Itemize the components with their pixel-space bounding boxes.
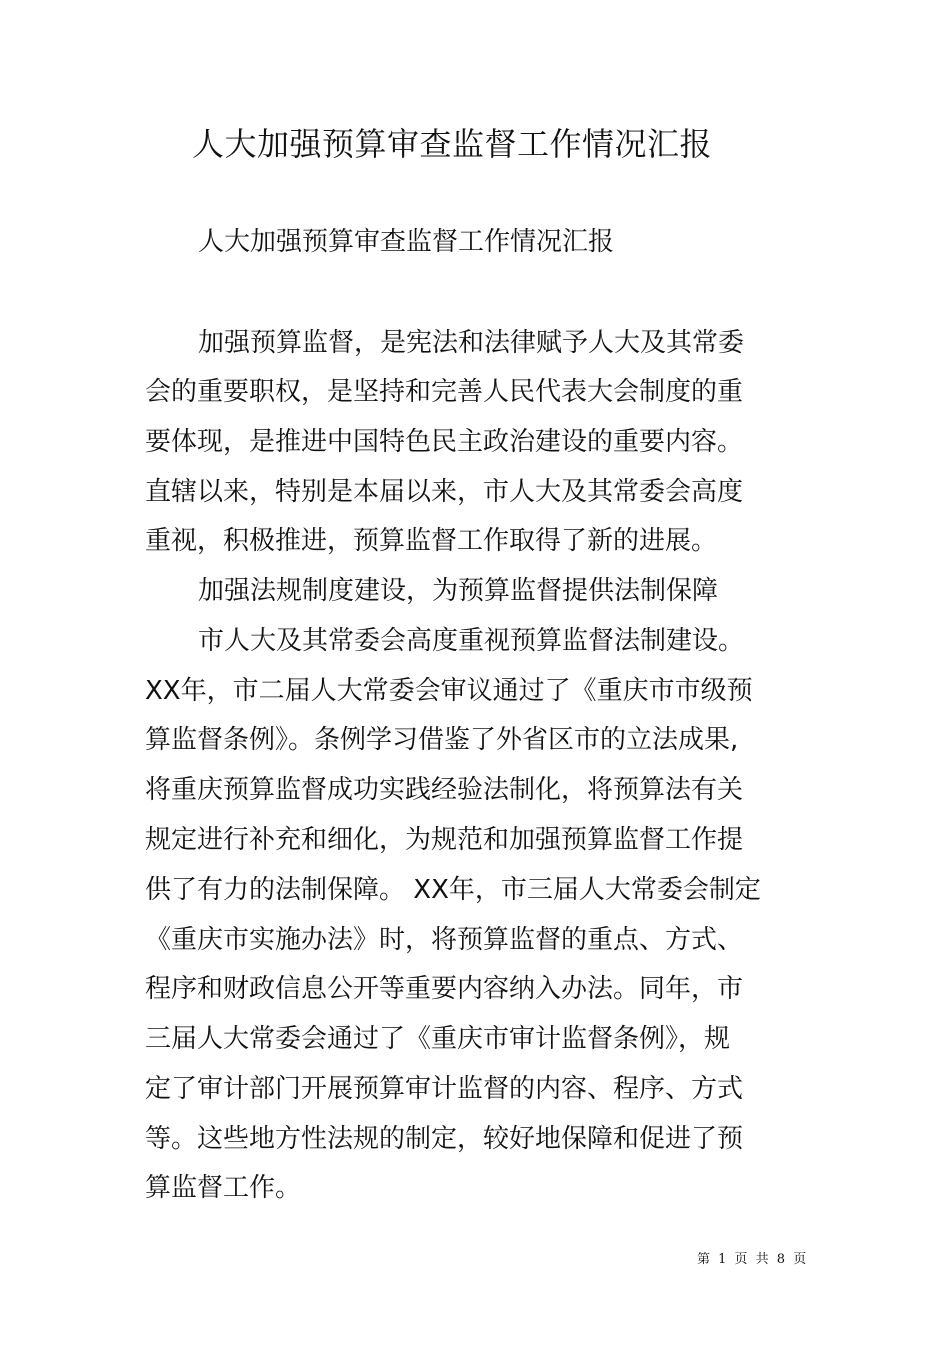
- paragraph-line: 市人大及其常委会高度重视预算监督法制建设。: [198, 626, 745, 656]
- paragraph-line: 供了有力的法制保障。 XX年，市三届人大常委会制定: [145, 875, 761, 905]
- paragraph-line: 三届人大常委会通过了《重庆市审计监督条例》，规: [145, 1024, 731, 1054]
- paragraph-line: 会的重要职权，是坚持和完善人民代表大会制度的重: [145, 377, 744, 407]
- paragraph-line: 加强预算监督，是宪法和法律赋予人大及其常委: [198, 328, 745, 358]
- paragraph-line: 算监督条例》。条例学习借鉴了外省区市的立法成果,: [145, 725, 739, 755]
- page-footer: 第 1 页 共 8 页: [697, 1252, 807, 1267]
- paragraph-line: 要体现，是推进中国特色民主政治建设的重要内容。: [145, 427, 744, 457]
- document-subtitle: 人大加强预算审查监督工作情况汇报: [198, 227, 615, 257]
- paragraph-line: 《重庆市实施办法》时，将预算监督的重点、方式、: [145, 925, 744, 955]
- paragraph-line: 程序和财政信息公开等重要内容纳入办法。同年，市: [145, 974, 744, 1004]
- paragraph-line: 等。这些地方性法规的制定，较好地保障和促进了预: [145, 1124, 744, 1154]
- paragraph-line: 重视，积极推进，预算监督工作取得了新的进展。: [145, 526, 718, 556]
- paragraph-line: XX年，市二届人大常委会审议通过了《重庆市市级预: [145, 676, 753, 706]
- document-title: 人大加强预算审查监督工作情况汇报: [192, 125, 713, 163]
- paragraph-line: 算监督工作。: [145, 1173, 302, 1203]
- paragraph-line: 规定进行补充和细化，为规范和加强预算监督工作提: [145, 825, 744, 855]
- section-heading: 加强法规制度建设，为预算监督提供法制保障: [198, 576, 719, 606]
- paragraph-line: 将重庆预算监督成功实践经验法制化，将预算法有关: [145, 775, 744, 805]
- paragraph-line: 定了审计部门开展预算审计监督的内容、程序、方式: [145, 1074, 744, 1104]
- paragraph-line: 直辖以来，特别是本届以来，市人大及其常委会高度: [145, 477, 744, 507]
